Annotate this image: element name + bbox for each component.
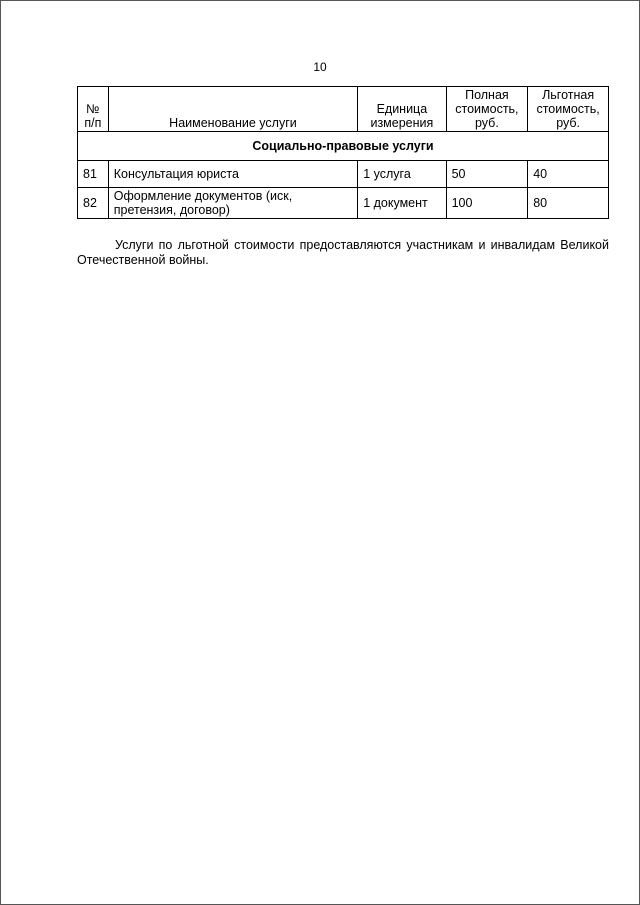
- header-unit: Единица измерения: [358, 87, 446, 132]
- cell-full-cost: 100: [446, 188, 528, 219]
- table-header-row: [78, 87, 609, 132]
- cell-discount-cost: 80: [528, 188, 609, 219]
- cell-number: 82: [78, 188, 109, 219]
- header-full-cost: Полная стоимость, руб.: [446, 87, 528, 132]
- footnote-text: Услуги по льготной стоимости предоставляются участникам и инвалидам Великой Отечественной войны.: [77, 237, 609, 267]
- section-row: [78, 132, 609, 161]
- cell-full-cost: 50: [446, 161, 528, 188]
- page-number: 10: [313, 60, 327, 74]
- cell-unit: 1 документ: [358, 188, 446, 219]
- cell-unit: 1 услуга: [358, 161, 446, 188]
- cell-service-name: Оформление документов (иск, претензия, договор): [108, 188, 357, 219]
- header-service-name: Наименование услуги: [108, 87, 357, 132]
- header-discount-cost: Льготная стоимость, руб.: [528, 87, 609, 132]
- cell-service-name: Консультация юриста: [108, 161, 357, 188]
- services-table: [77, 86, 609, 219]
- table-row: [78, 161, 609, 188]
- table-row: [78, 188, 609, 219]
- cell-number: 81: [78, 161, 109, 188]
- header-number: № п/п: [78, 87, 109, 132]
- cell-discount-cost: 40: [528, 161, 609, 188]
- section-title: Социально-правовые услуги: [78, 132, 609, 161]
